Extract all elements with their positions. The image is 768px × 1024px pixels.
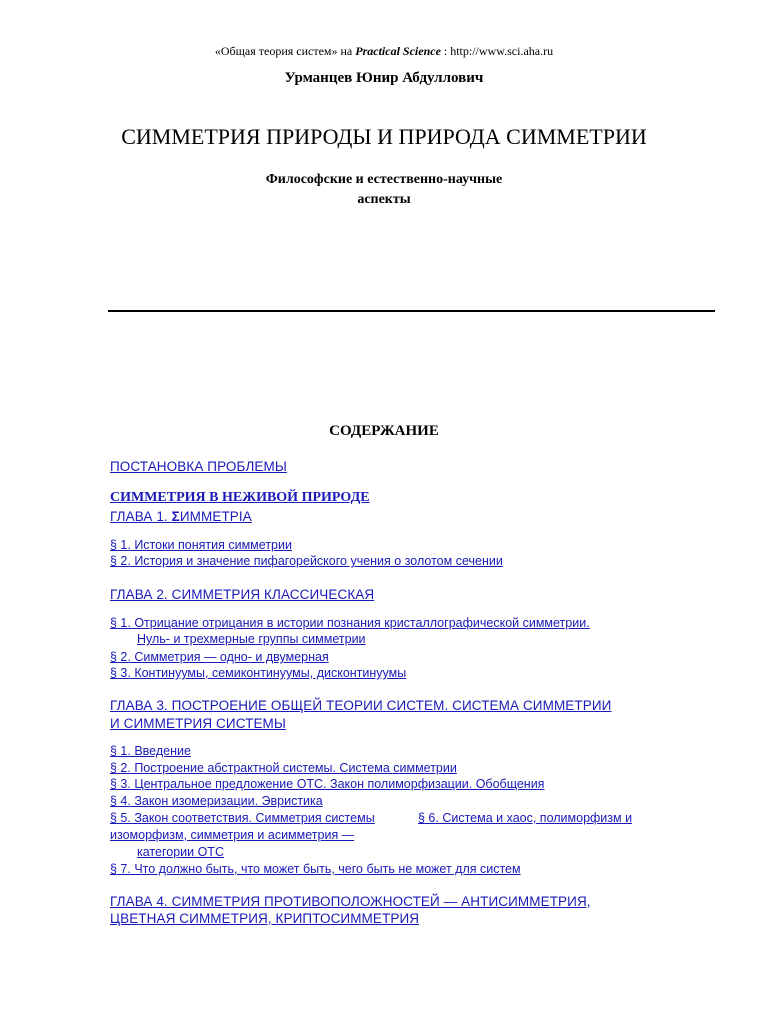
toc-link-ch3-s1[interactable]: § 1. Введение bbox=[110, 744, 191, 758]
header-url: : http://www.sci.aha.ru bbox=[440, 44, 554, 58]
sigma-glyph: Σ bbox=[171, 509, 180, 524]
toc-link-chapter-3-cont[interactable]: И СИММЕТРИЯ СИСТЕМЫ bbox=[110, 716, 286, 731]
subtitle-line-2: аспекты bbox=[357, 192, 411, 207]
toc-link-part-inanimate-nature[interactable]: СИММЕТРИЯ В НЕЖИВОЙ ПРИРОДЕ bbox=[110, 490, 370, 505]
toc-link-ch2-s1-cont[interactable]: Нуль- и трехмерные группы симметрии bbox=[137, 632, 366, 646]
horizontal-rule bbox=[108, 310, 715, 312]
toc-link-chapter-4-cont[interactable]: ЦВЕТНАЯ СИММЕТРИЯ, КРИПТОСИММЕТРИЯ bbox=[110, 911, 420, 926]
toc-link-ch3-s7[interactable]: § 7. Что должно быть, что может быть, чего быть не может для систем bbox=[110, 862, 521, 876]
subtitle-line-1: Философские и естественно-научные bbox=[265, 172, 503, 187]
toc-link-ch1-s1[interactable]: § 1. Истоки понятия симметрии bbox=[110, 538, 292, 552]
toc-link-ch2-s3[interactable]: § 3. Континуумы, семиконтинуумы, дисконтинуумы bbox=[110, 666, 407, 680]
page-header bbox=[0, 44, 768, 59]
site-name: Practical Science bbox=[355, 44, 441, 58]
toc-link-chapter-2[interactable]: ГЛАВА 2. СИММЕТРИЯ КЛАССИЧЕСКАЯ bbox=[110, 587, 375, 602]
toc-link-ch3-s5[interactable]: § 5. Закон соответствия. Симметрия системы bbox=[110, 811, 375, 825]
toc-link-ch3-s6-cont[interactable]: изоморфизм, симметрия и асимметрия — bbox=[110, 828, 355, 842]
toc-link-ch3-s3[interactable]: § 3. Центральное предложение ОТС. Закон полиморфизации. Обобщения bbox=[110, 777, 545, 791]
header-prefix: «Общая теория систем» на bbox=[214, 44, 356, 58]
toc-link-ch3-s4[interactable]: § 4. Закон изомеризации. Эвристика bbox=[110, 794, 323, 808]
toc-link-ch1-s2[interactable]: § 2. История и значение пифагорейского учения о золотом сечении bbox=[110, 554, 503, 568]
toc-link-ch2-s2[interactable]: § 2. Симметрия — одно- и двумерная bbox=[110, 650, 329, 664]
toc-link-chapter-1[interactable] bbox=[110, 509, 252, 524]
toc-link-ch3-s2[interactable]: § 2. Построение абстрактной системы. Система симметрии bbox=[110, 761, 457, 775]
toc-link-chapter-3[interactable]: ГЛАВА 3. ПОСТРОЕНИЕ ОБЩЕЙ ТЕОРИИ СИСТЕМ. СИСТЕМА СИММЕТРИИ bbox=[110, 698, 612, 713]
contents-heading: СОДЕРЖАНИЕ bbox=[329, 423, 439, 439]
chapter-1-rest: ИММЕТРIA bbox=[179, 509, 252, 524]
toc-link-ch2-s1[interactable]: § 1. Отрицание отрицания в истории познания кристаллографической симметрии. bbox=[110, 616, 590, 630]
author-name: Урманцев Юнир Абдуллович bbox=[284, 70, 484, 86]
toc-link-ch3-s6-cont2[interactable]: категории ОТС bbox=[137, 845, 224, 859]
chapter-1-prefix: ГЛАВА 1. bbox=[110, 509, 172, 524]
document-title: СИММЕТРИЯ ПРИРОДЫ И ПРИРОДА СИММЕТРИИ bbox=[121, 124, 647, 149]
toc-link-ch3-s6[interactable]: § 6. Система и хаос, полиморфизм и bbox=[418, 811, 633, 825]
document-subtitle bbox=[0, 170, 768, 210]
toc-link-problem[interactable]: ПОСТАНОВКА ПРОБЛЕМЫ bbox=[110, 459, 287, 474]
toc-link-chapter-4[interactable]: ГЛАВА 4. СИММЕТРИЯ ПРОТИВОПОЛОЖНОСТЕЙ — АНТИСИММЕТРИЯ, bbox=[110, 894, 591, 909]
